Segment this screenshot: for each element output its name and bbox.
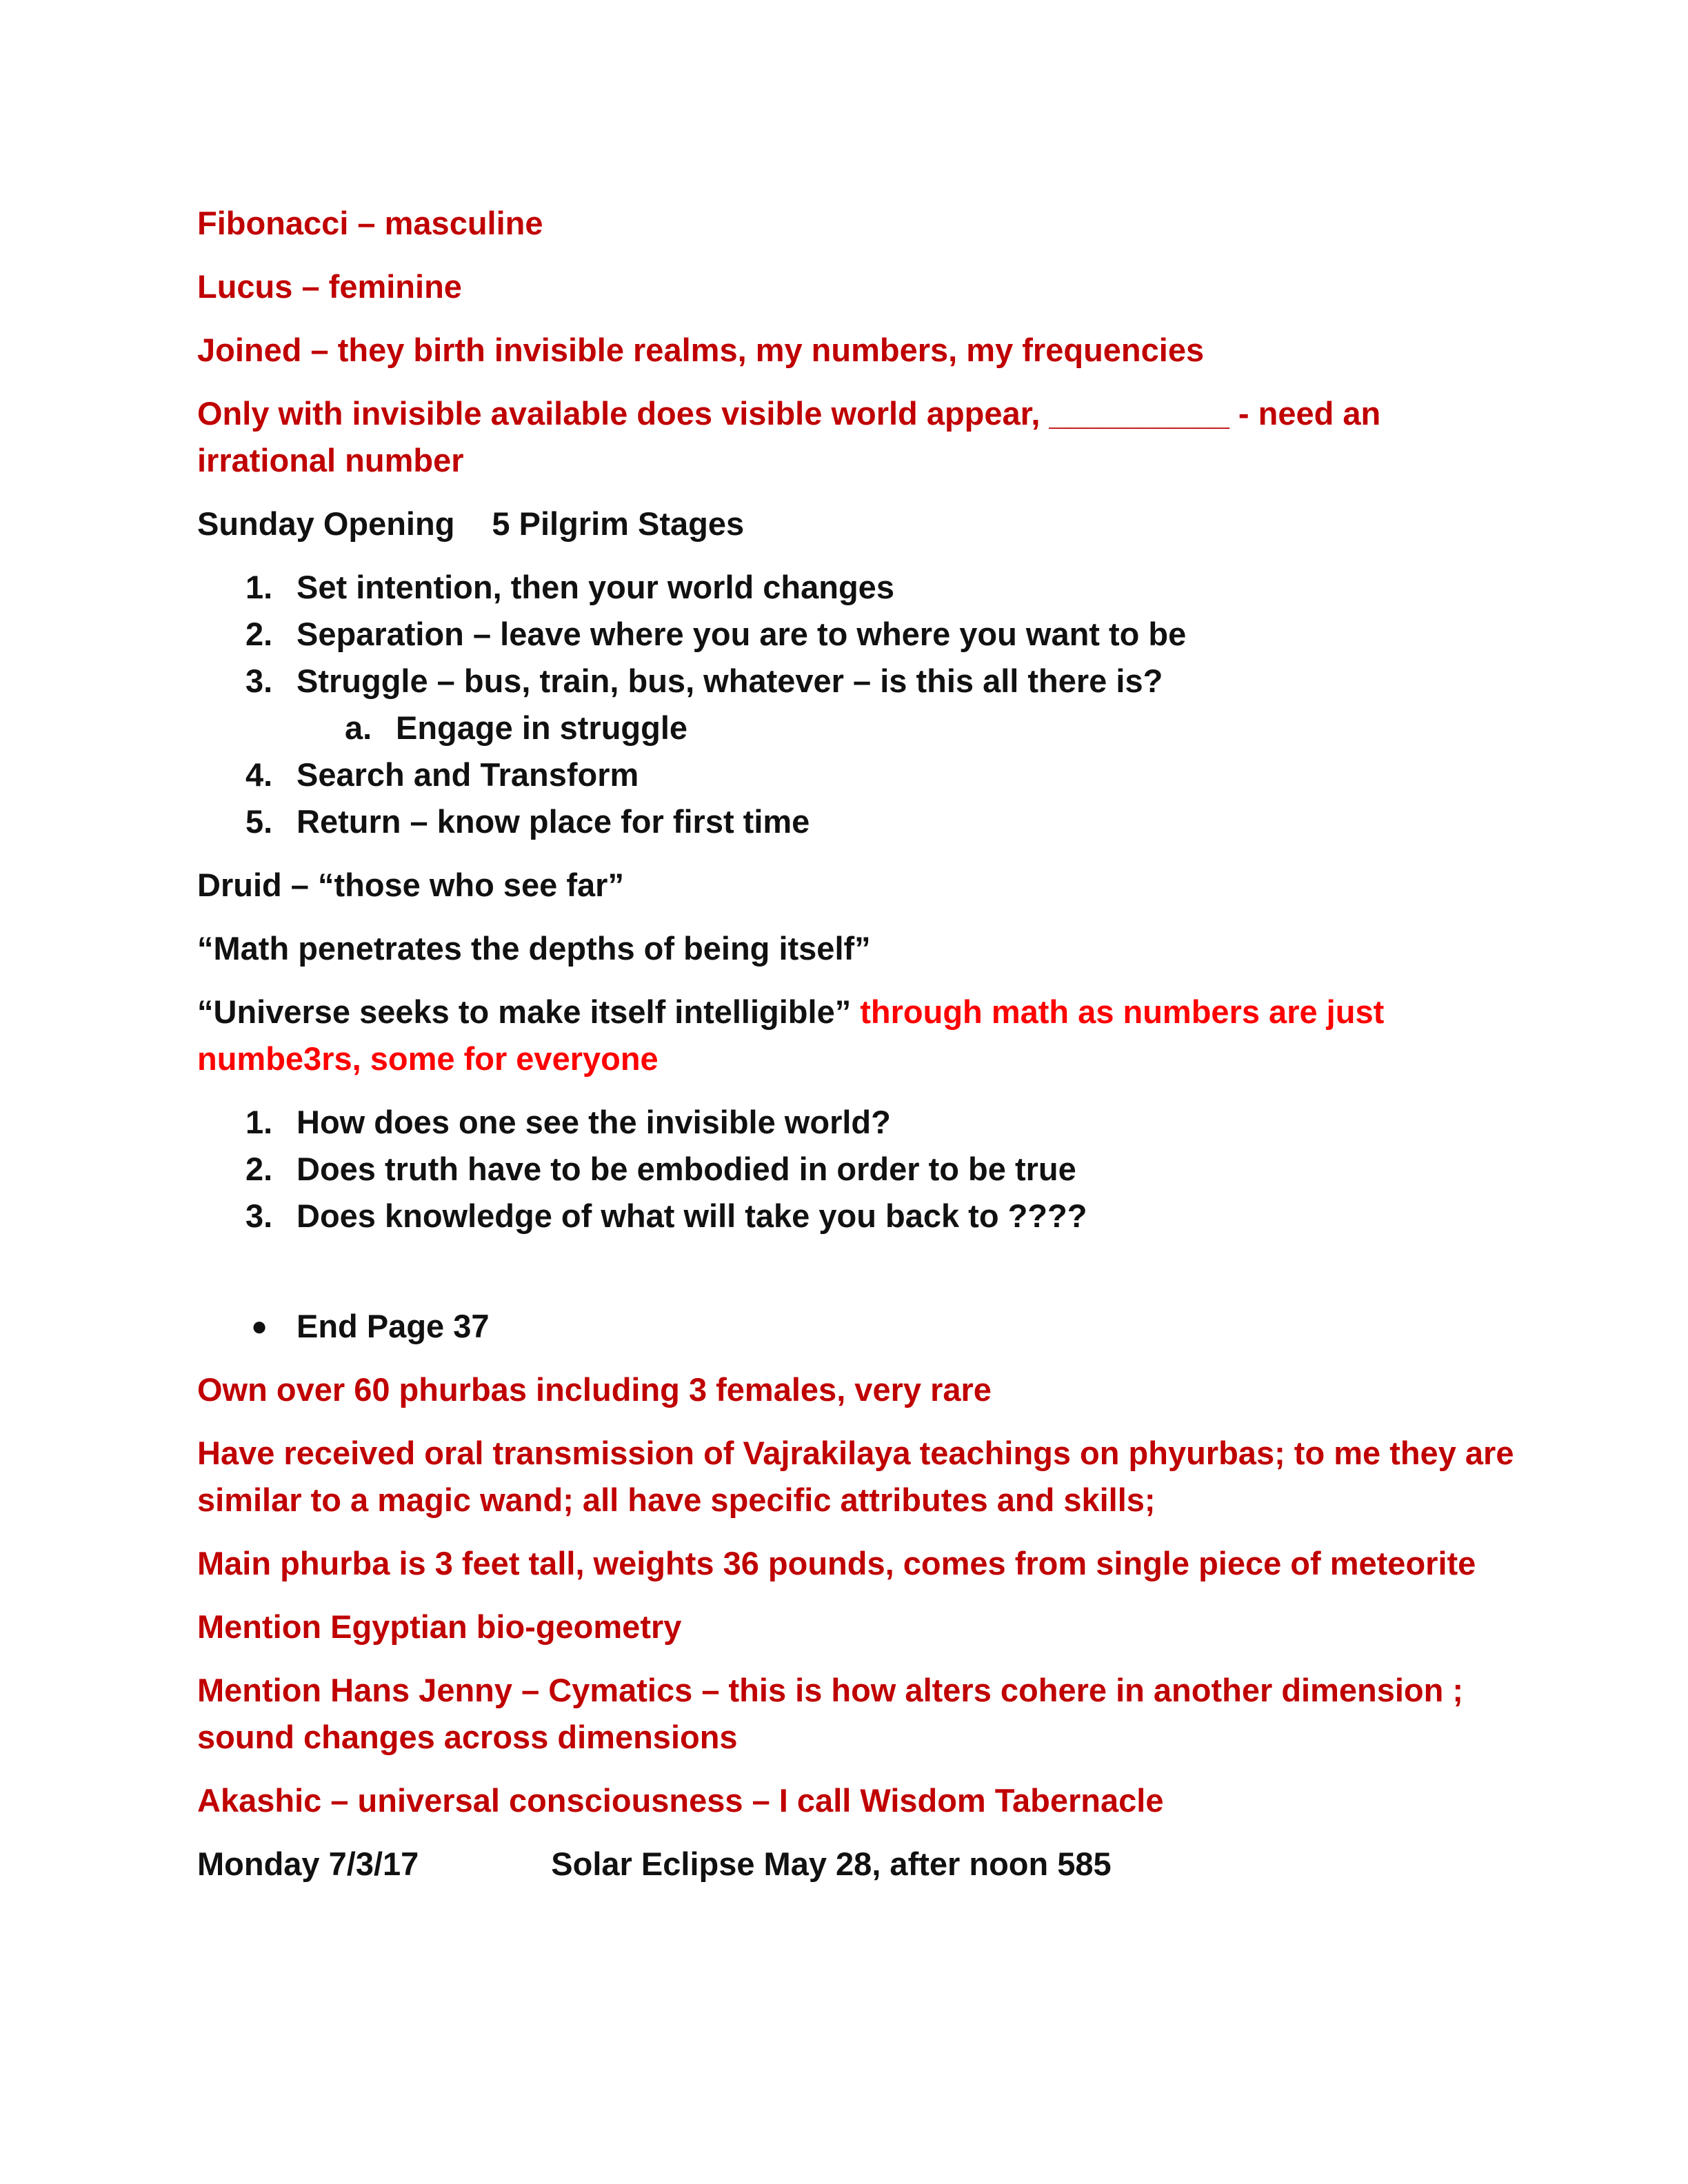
list-item: 4. Search and Transform [245,756,639,793]
list-item: ● End Page 37 [197,1303,1521,1350]
sunday-opening-label: Sunday Opening [197,505,455,542]
eclipse-label: Solar Eclipse May 28, after noon 585 [551,1846,1112,1882]
bio-geometry-note: Mention Egyptian bio-geometry [197,1608,682,1645]
sunday-opening-heading [197,501,1521,547]
druid-quote: Druid – “those who see far” [197,867,624,903]
fibonacci-line: Fibonacci – masculine [197,205,543,241]
list-item: 3. Does knowledge of what will take you back to ???? [245,1197,1087,1234]
transmission-note: Have received oral transmission of Vajrakilaya teachings on phyurbas; to me they are similar to a magic wand; all have specific attributes and skills; [197,1435,1514,1518]
list-item: 2. Separation – leave where you are to where you want to be [245,616,1187,652]
list-item: 3. Struggle – bus, train, bus, whatever – is this all there is? [245,663,1163,699]
universe-quote-note: through math as numbers are just numbe3rs, some for everyone [197,993,1385,1077]
pilgrim-stages-label: 5 Pilgrim Stages [492,505,745,542]
joined-line: Joined – they birth invisible realms, my numbers, my frequencies [197,332,1205,368]
universe-quote: “Universe seeks to make itself intelligible” through math as numbers are just numbe3rs, some for everyone [197,993,1385,1077]
questions-list [197,1099,1521,1240]
phurbas-note: Own over 60 phurbas including 3 females, very rare [197,1371,992,1408]
list-item: 1. Set intention, then your world changes [245,569,894,605]
bullet-list [197,1303,1521,1350]
pilgrim-stages-list [197,564,1521,845]
main-phurba-note: Main phurba is 3 feet tall, weights 36 pounds, comes from single piece of meteorite [197,1545,1476,1581]
list-item: 5. Return – know place for first time [245,803,810,840]
math-quote: “Math penetrates the depths of being itself” [197,930,871,967]
bullet-icon: ● [251,1311,268,1342]
list-subitem: a. Engage in struggle [345,709,688,746]
date-label: Monday 7/3/17 [197,1846,419,1882]
akashic-note: Akashic – universal consciousness – I call Wisdom Tabernacle [197,1782,1164,1819]
cymatics-note: Mention Hans Jenny – Cymatics – this is how alters cohere in another dimension ; sound changes across dimensions [197,1672,1464,1755]
list-item: 2. Does truth have to be embodied in order to be true [245,1151,1076,1187]
document-body [197,200,1521,1904]
invisible-world-line: Only with invisible available does visible world appear, __________ - need an irrational number [197,395,1381,478]
lucus-line: Lucus – feminine [197,268,462,305]
footer-line [197,1841,1521,1888]
blank-line [197,1256,1521,1303]
list-item: 1. How does one see the invisible world? [245,1104,891,1140]
